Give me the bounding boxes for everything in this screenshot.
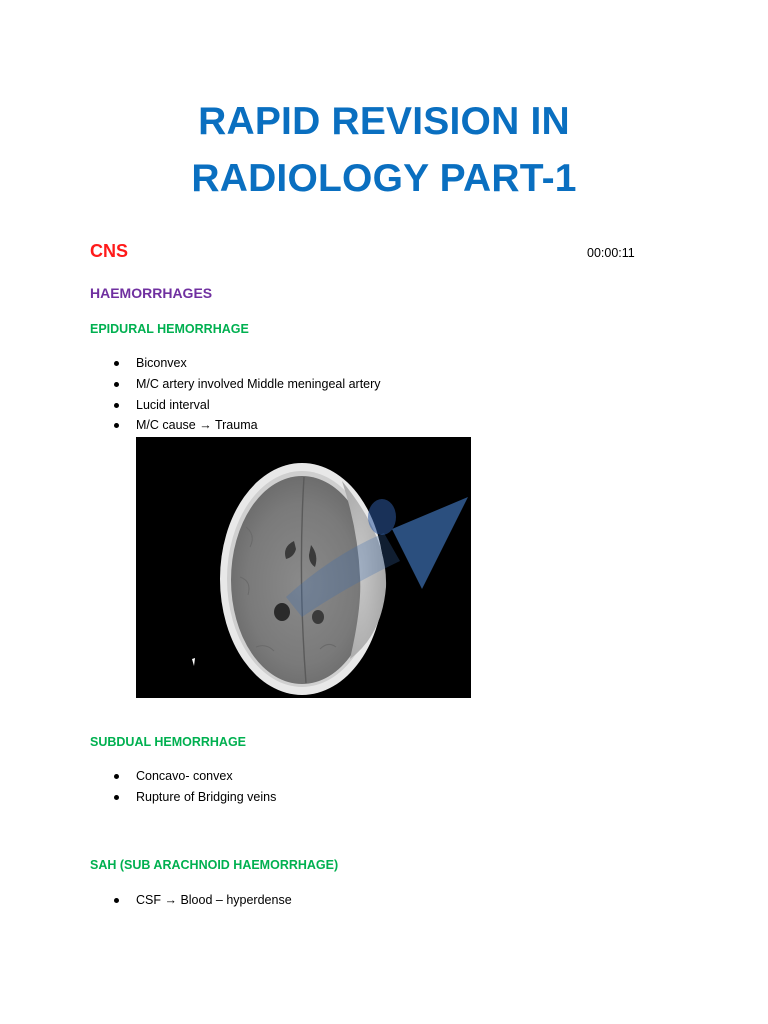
ct-scan-image (136, 437, 471, 698)
ct-scan-graphic (136, 437, 471, 698)
list-item: Biconvex (90, 353, 381, 374)
subdural-list (90, 766, 276, 808)
section-label: CNS (90, 241, 129, 261)
epidural-heading: EPIDURAL HEMORRHAGE (90, 322, 249, 336)
list-item: Concavo- convex (90, 766, 276, 787)
sah-heading: SAH (SUB ARACHNOID HAEMORRHAGE) (90, 858, 339, 872)
list-item: CSF → Blood – hyperdense (90, 890, 292, 911)
subdural-heading: SUBDUAL HEMORRHAGE (90, 735, 247, 749)
topic-heading: HAEMORRHAGES (90, 285, 213, 301)
list-item: M/C artery involved Middle meningeal artery (90, 374, 381, 395)
epidural-list (90, 353, 381, 436)
list-item: M/C cause → Trauma (90, 415, 381, 436)
sah-list (90, 890, 292, 911)
document-title-line-2: RADIOLOGY PART-1 (191, 157, 577, 200)
list-item: Lucid interval (90, 395, 381, 416)
list-item: Rupture of Bridging veins (90, 787, 276, 808)
timestamp: 00:00:11 (587, 246, 635, 260)
document-title-line-1: RAPID REVISION IN (198, 100, 570, 143)
